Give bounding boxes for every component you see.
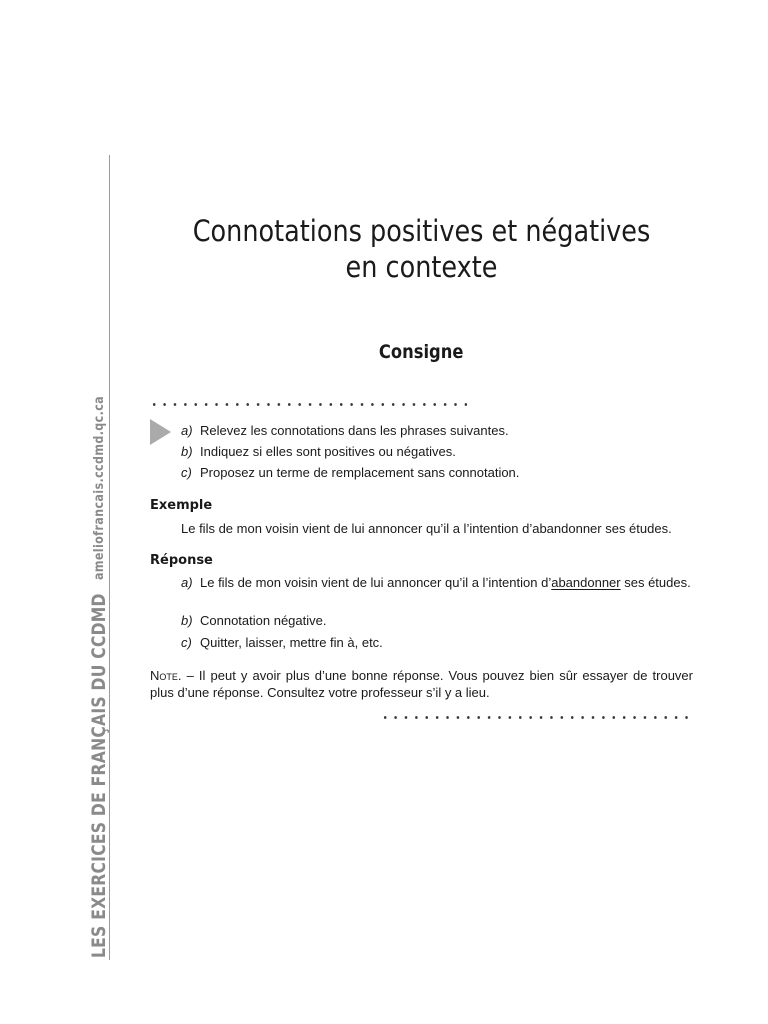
page-title-line-1: Connotations positives et négatives — [192, 214, 651, 248]
exemple-label: Exemple — [150, 498, 213, 513]
page-title — [150, 213, 693, 285]
item-letter: b) — [181, 613, 193, 628]
item-letter: c) — [181, 465, 192, 480]
item-text — [200, 574, 693, 591]
consigne-item-b — [181, 443, 693, 460]
item-text: Indiquez si elles sont positives ou négatives. — [200, 444, 456, 459]
note-paragraph — [150, 667, 693, 701]
reponse-item-a — [181, 574, 693, 591]
item-letter: a) — [181, 575, 193, 590]
exemple-text: Le fils de mon voisin vient de lui annoncer qu’il a l’intention d’abandonner ses études. — [181, 521, 672, 536]
item-letter: a) — [181, 423, 193, 438]
dotted-divider-top — [149, 403, 467, 406]
item-text: Proposez un terme de remplacement sans connotation. — [200, 465, 520, 480]
reponse-a-after: ses études. — [620, 575, 691, 590]
website-url: ameliofrancais.ccdmd.qc.ca — [92, 395, 107, 580]
consigne-item-c — [181, 464, 693, 481]
sidebar-branding — [88, 395, 110, 958]
series-title: LES EXERCICES DE FRANÇAIS DU CCDMD — [88, 593, 110, 958]
consigne-heading-text: Consigne — [379, 341, 464, 363]
item-text: Relevez les connotations dans les phrases suivantes. — [200, 423, 509, 438]
reponse-a-before: Le fils de mon voisin vient de lui annoncer qu’il a l’intention d’ — [200, 575, 552, 590]
note-text: – Il peut y avoir plus d’une bonne réponse. Vous pouvez bien sûr essayer de trouver plus d’une réponse. Consultez votre professeur s’il y a lieu. — [150, 668, 693, 700]
item-text: Connotation négative. — [200, 613, 327, 628]
underlined-word: abandonner — [551, 575, 621, 590]
item-letter: c) — [181, 635, 192, 650]
note-label: Note. — [150, 668, 182, 683]
reponse-item-c — [181, 634, 693, 651]
dotted-divider-bottom — [380, 716, 694, 719]
consigne-item-a — [181, 422, 693, 439]
page-title-line-2: en contexte — [345, 250, 498, 284]
item-text: Quitter, laisser, mettre fin à, etc. — [200, 635, 383, 650]
consigne-heading — [150, 341, 693, 363]
reponse-label: Réponse — [150, 553, 213, 568]
item-letter: b) — [181, 444, 193, 459]
play-arrow-icon — [150, 419, 171, 445]
reponse-item-b — [181, 612, 693, 629]
